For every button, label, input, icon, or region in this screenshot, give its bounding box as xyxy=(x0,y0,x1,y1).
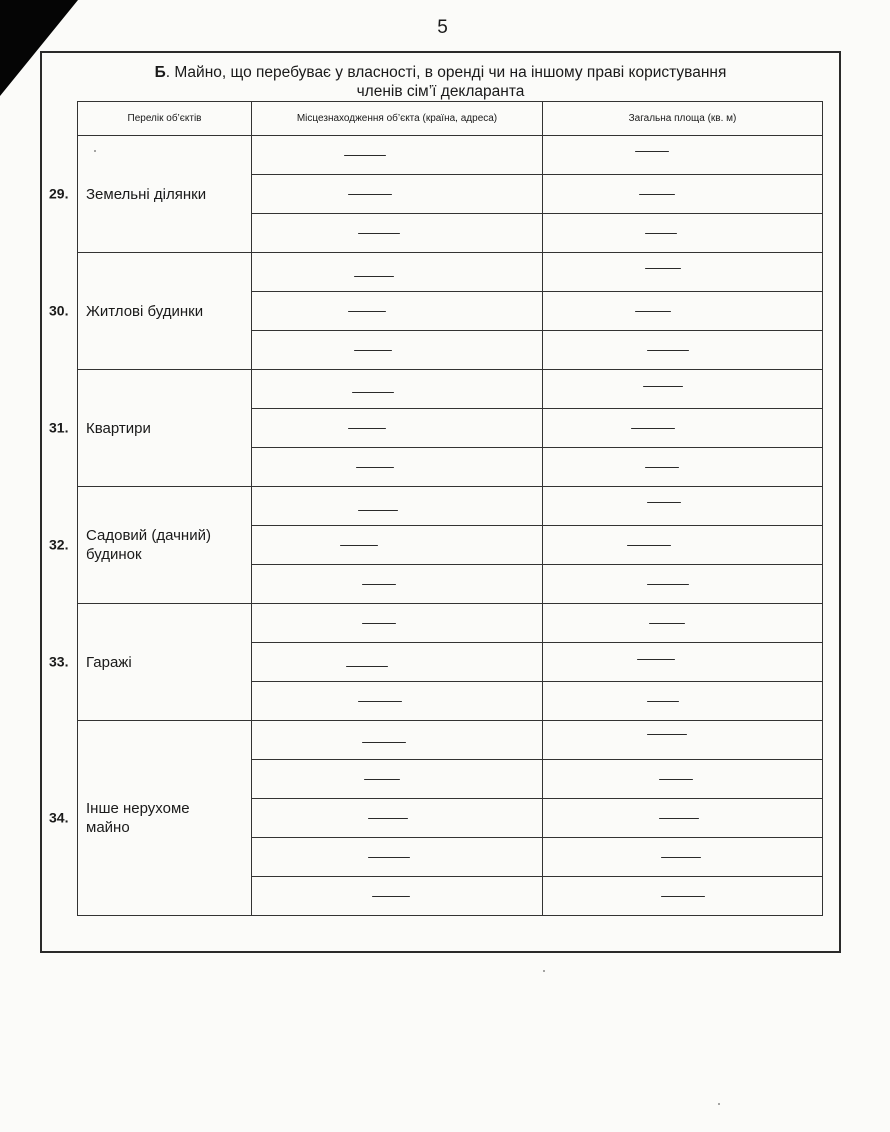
blank-dash xyxy=(372,896,410,897)
header-location: Місцезнаходження об’єкта (країна, адреса) xyxy=(252,102,543,136)
blank-dash xyxy=(358,510,398,511)
location-cell xyxy=(252,526,543,565)
location-cell xyxy=(252,604,543,643)
blank-dash xyxy=(344,155,386,156)
blank-dash xyxy=(645,467,679,468)
property-table-wrap xyxy=(49,101,823,916)
blank-dash xyxy=(647,701,679,702)
section-title-text: . Майно, що перебуває у власності, в оренді чи на іншому праві користування xyxy=(165,64,727,81)
blank-dash xyxy=(354,350,392,351)
row-label: Гаражі xyxy=(86,653,132,671)
scan-speck xyxy=(718,1103,720,1105)
header-row xyxy=(78,102,823,136)
row-label-cell xyxy=(49,136,252,253)
row-number: 34. xyxy=(49,809,69,826)
blank-dash xyxy=(647,584,689,585)
blank-dash xyxy=(637,659,675,660)
page-number: 5 xyxy=(437,17,448,38)
row-label: Квартири xyxy=(86,419,151,437)
area-cell xyxy=(543,877,823,916)
area-cell xyxy=(543,760,823,799)
location-cell xyxy=(252,370,543,409)
blank-dash xyxy=(356,467,394,468)
area-cell xyxy=(543,721,823,760)
location-cell xyxy=(252,643,543,682)
area-cell xyxy=(543,643,823,682)
row-label-cell xyxy=(49,253,252,370)
row-label-cell xyxy=(49,487,252,604)
row-number: 33. xyxy=(49,653,69,670)
blank-dash xyxy=(661,896,705,897)
blank-dash xyxy=(649,623,685,624)
section-letter: Б xyxy=(154,64,166,81)
location-cell xyxy=(252,760,543,799)
row-number: 30. xyxy=(49,302,69,319)
blank-dash xyxy=(368,818,408,819)
blank-dash xyxy=(364,779,400,780)
blank-dash xyxy=(635,311,671,312)
location-cell xyxy=(252,799,543,838)
row-label: Житлові будинки xyxy=(86,302,204,320)
table-row xyxy=(78,721,823,760)
blank-dash xyxy=(358,701,402,702)
area-cell xyxy=(543,214,823,253)
table-row xyxy=(78,370,823,409)
blank-dash xyxy=(635,151,669,152)
area-cell xyxy=(543,370,823,409)
area-cell xyxy=(543,136,823,175)
location-cell xyxy=(252,136,543,175)
blank-dash xyxy=(645,268,681,269)
location-cell xyxy=(252,721,543,760)
header-objects: Перелік об’єктів xyxy=(78,102,252,136)
row-label: Інше нерухоме майно xyxy=(86,800,190,836)
area-cell xyxy=(543,799,823,838)
blank-dash xyxy=(627,545,671,546)
area-cell xyxy=(543,448,823,487)
scan-speck xyxy=(543,970,545,972)
blank-dash xyxy=(659,818,699,819)
section-title-line2: членів сім’ї декларанта xyxy=(356,83,525,100)
location-cell xyxy=(252,175,543,214)
blank-dash xyxy=(645,233,677,234)
blank-dash xyxy=(354,276,394,277)
blank-dash xyxy=(659,779,693,780)
area-cell xyxy=(543,253,823,292)
row-number: 31. xyxy=(49,419,69,436)
blank-dash xyxy=(348,311,386,312)
location-cell xyxy=(252,682,543,721)
location-cell xyxy=(252,487,543,526)
table-row xyxy=(78,136,823,175)
scan-speck xyxy=(94,150,96,152)
row-label: Земельні ділянки xyxy=(86,185,207,203)
row-label: Садовий (дачний) будинок xyxy=(86,527,211,563)
blank-dash xyxy=(647,350,689,351)
location-cell xyxy=(252,877,543,916)
location-cell xyxy=(252,448,543,487)
table-row xyxy=(78,604,823,643)
blank-dash xyxy=(631,428,675,429)
area-cell xyxy=(543,838,823,877)
location-cell xyxy=(252,838,543,877)
area-cell xyxy=(543,565,823,604)
blank-dash xyxy=(639,194,675,195)
area-cell xyxy=(543,487,823,526)
blank-dash xyxy=(643,386,683,387)
area-cell xyxy=(543,409,823,448)
blank-dash xyxy=(346,666,388,667)
blank-dash xyxy=(362,742,406,743)
row-label-cell xyxy=(49,721,252,916)
location-cell xyxy=(252,253,543,292)
location-cell xyxy=(252,214,543,253)
blank-dash xyxy=(352,392,394,393)
blank-dash xyxy=(661,857,701,858)
blank-dash xyxy=(368,857,410,858)
blank-dash xyxy=(362,623,396,624)
table-row xyxy=(78,487,823,526)
area-cell xyxy=(543,292,823,331)
row-number: 29. xyxy=(49,185,69,202)
table-body xyxy=(49,136,823,916)
area-cell xyxy=(543,331,823,370)
section-title xyxy=(40,63,841,101)
area-cell xyxy=(543,604,823,643)
location-cell xyxy=(252,409,543,448)
row-label-cell xyxy=(49,370,252,487)
header-area: Загальна площа (кв. м) xyxy=(543,102,823,136)
area-cell xyxy=(543,175,823,214)
blank-dash xyxy=(358,233,400,234)
location-cell xyxy=(252,565,543,604)
blank-dash xyxy=(348,428,386,429)
blank-dash xyxy=(647,734,687,735)
blank-dash xyxy=(362,584,396,585)
blank-dash xyxy=(647,502,681,503)
location-cell xyxy=(252,331,543,370)
blank-dash xyxy=(348,194,392,195)
area-cell xyxy=(543,526,823,565)
row-number: 32. xyxy=(49,536,69,553)
blank-dash xyxy=(340,545,378,546)
location-cell xyxy=(252,292,543,331)
row-label-cell xyxy=(49,604,252,721)
property-table xyxy=(49,101,823,916)
table-row xyxy=(78,253,823,292)
area-cell xyxy=(543,682,823,721)
